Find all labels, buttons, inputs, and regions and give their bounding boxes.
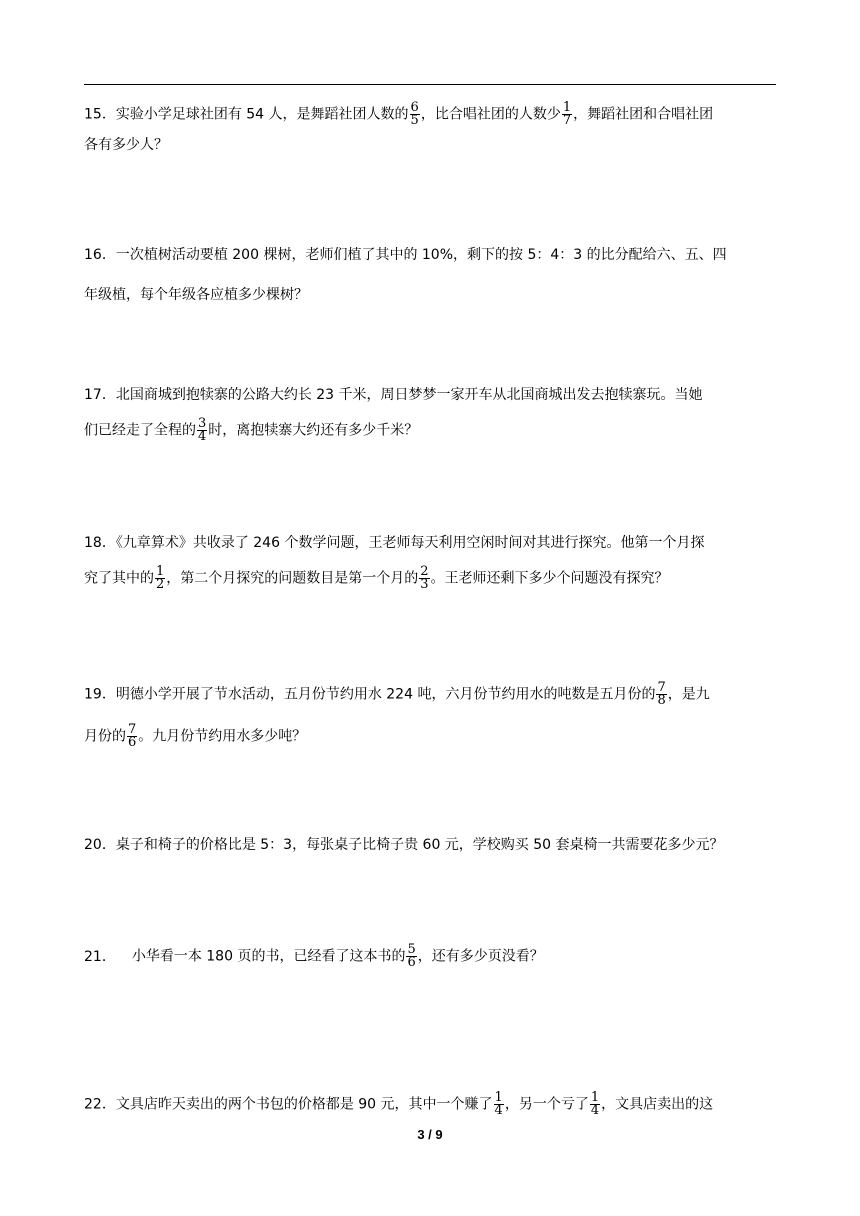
question-number: 18． <box>84 535 116 551</box>
question-line: 15．实验小学足球社团有 54 人，是舞蹈社团人数的 $\frac{6}{5}$ ，比合唱社团的人数少 $\frac{1}{7}$ ，舞蹈社团和合唱社团 <box>84 100 714 128</box>
question-line: 18．《九章算术》共收录了 246 个数学问题，王老师每天利用空闲时间对其进行探究。他第一个月探 <box>84 535 705 551</box>
question-line: 究了其中的 $\frac{1}{2}$ ，第二个月探究的问题数目是第一个月的 $\frac{2}{3}$ 。王老师还剩下多少个问题没有探究？ <box>84 564 669 592</box>
question-line: 16．一次植树活动要植 200 棵树，老师们植了其中的 10%，剩下的按 5：4：3 的比分配给六、五、四 <box>84 247 727 263</box>
question-line: 年级植，每个年级各应植多少棵树？ <box>84 287 308 303</box>
question-line: 19．明德小学开展了节水活动，五月份节约用水 224 吨，六月份节约用水的吨数是五月份的 $\frac{7}{8}$ ，是九 <box>84 680 710 708</box>
header-rule <box>84 84 776 85</box>
question-line: 22．文具店昨天卖出的两个书包的价格都是 90 元，其中一个赚了 $\frac{1}{4}$ ，另一个亏了 $\frac{1}{4}$ ，文具店卖出的这 <box>84 1090 714 1118</box>
fraction: $\frac{2}{3}$ <box>420 564 429 592</box>
question-number: 19． <box>84 686 116 703</box>
question-number: 15． <box>84 106 116 123</box>
fraction: $\frac{1}{4}$ <box>590 1090 600 1118</box>
question-number: 16． <box>84 247 116 263</box>
fraction: $\frac{3}{4}$ <box>198 416 207 444</box>
question-line: 20．桌子和椅子的价格比是 5：3，每张桌子比椅子贵 60 元，学校购买 50 套桌椅一共需要花多少元？ <box>84 837 724 853</box>
question-line: 17．北国商城到抱犊寨的公路大约长 23 千米，周日梦梦一家开车从北国商城出发去抱犊寨玩。当她 <box>84 387 703 403</box>
fraction: $\frac{1}{4}$ <box>494 1090 503 1118</box>
question-line: 月份的 $\frac{7}{6}$ 。九月份节约用水多少吨？ <box>84 722 307 750</box>
question-number: 17． <box>84 387 116 403</box>
question-line: 21． 小华看一本 180 页的书，已经看了这本书的 $\frac{5}{6}$ ，还有多少页没看？ <box>84 942 544 970</box>
fraction: $\frac{7}{6}$ <box>128 722 137 750</box>
page-number: 3 / 9 <box>417 1127 443 1142</box>
fraction: $\frac{1}{2}$ <box>156 564 165 592</box>
question-number: 22． <box>84 1096 116 1113</box>
fraction: $\frac{7}{8}$ <box>657 680 666 708</box>
question-line: 各有多少人？ <box>84 137 168 153</box>
fraction: $\frac{6}{5}$ <box>410 100 419 128</box>
fraction: $\frac{1}{7}$ <box>562 100 572 128</box>
question-line: 们已经走了全程的 $\frac{3}{4}$ 时，离抱犊寨大约还有多少千米？ <box>84 416 419 444</box>
fraction: $\frac{5}{6}$ <box>407 942 416 970</box>
question-number: 20． <box>84 837 116 853</box>
question-number: 21． <box>84 948 116 965</box>
